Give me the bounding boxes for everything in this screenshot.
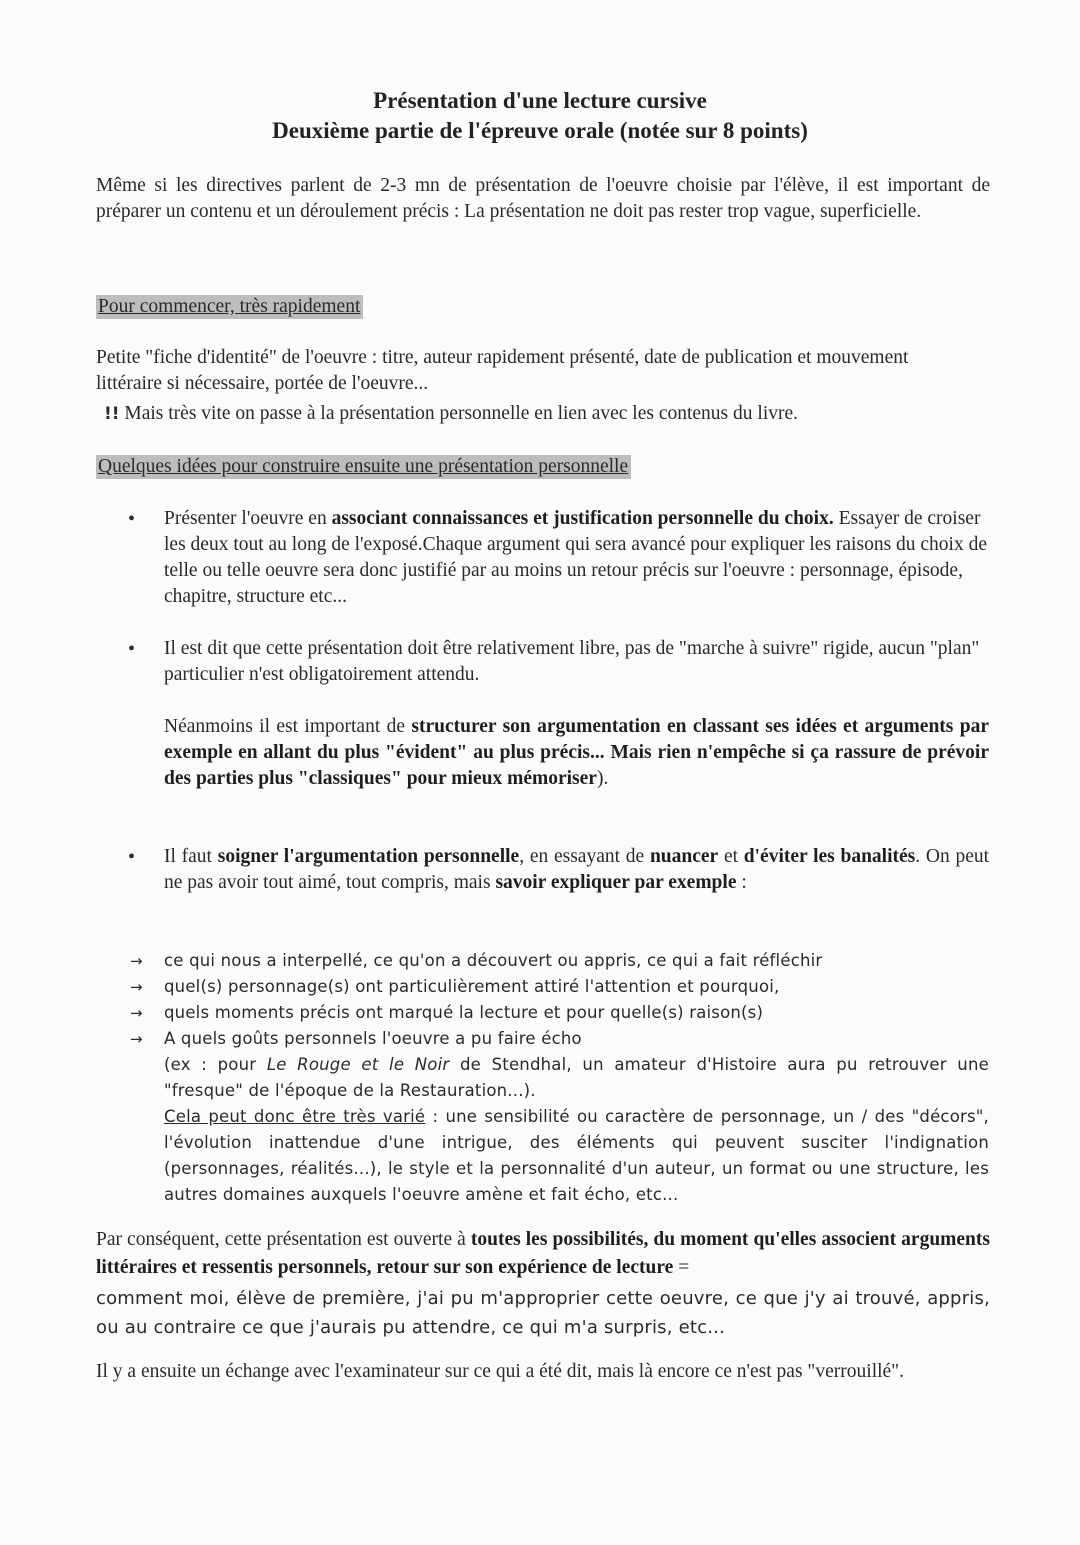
intro-paragraph: Même si les directives parlent de 2-3 mn de présentation de l'oeuvre choisie par l'élève, il est important de préparer un contenu et un déroulement précis : La présentation ne doit pas rester trop vague, superficielle. <box>96 175 990 222</box>
variety-rest: : une sensibilité ou caractère de personnage, un / des "décors", l'évolution inattendue d'une intrigue, des éléments qui peuvent susciter l'indignation (personnages, réalités...), le style et la personnalité d'un auteur, un format ou une structure, les autres domaines auxquels l'oeuvre amène et fait écho, etc... <box>164 1107 989 1204</box>
bullet1-rest: Essayer de croiser les deux tout au long de l'exposé.Chaque argument qui sera avancé pour expliquer les raisons du choix de telle ou telle oeuvre sera donc justifié par au moins un retour précis sur l'oeuvre : personnage, épisode, chapitre, structure etc... <box>164 508 988 607</box>
page-subtitle: Deuxième partie de l'épreuve orale (notée sur 8 points) <box>272 118 808 143</box>
b3-p3: et <box>718 846 744 867</box>
example-suffix: de Stendhal, un amateur d'Histoire aura pu retrouver une "fresque" de l'époque de la Restauration...). <box>164 1055 989 1100</box>
conclusion-hand: comment moi, élève de première, j'ai pu m'approprier cette oeuvre, ce que j'y ai trouvé, appris, ou au contraire ce que j'aurais pu attendre, ce qui m'a surpris, etc... <box>96 1288 990 1338</box>
final-paragraph: Il y a ensuite un échange avec l'examinateur sur ce qui a été dit, mais là encore ce n'est pas "verrouillé". <box>96 1361 905 1382</box>
b3-p1: Il faut <box>164 846 218 867</box>
variety-paragraph <box>164 1104 989 1208</box>
arrow-item: ce qui nous a interpellé, ce qu'on a découvert ou appris, ce qui a fait réfléchir <box>164 951 823 970</box>
bullet-marker: • <box>128 846 136 868</box>
example-work-title: Le Rouge et le Noir <box>266 1055 450 1074</box>
arrow-icon: → <box>130 952 143 970</box>
page-title: Présentation d'une lecture cursive <box>373 88 707 113</box>
conclusion-lead: Par conséquent, cette présentation est ouverte à <box>96 1229 471 1250</box>
conclusion-paragraph <box>96 1226 990 1282</box>
arrow-icon: → <box>130 1004 143 1022</box>
arrow-icon: → <box>130 1030 143 1048</box>
bullet-item-1 <box>164 506 989 610</box>
b3-b2: nuancer <box>649 846 719 867</box>
section-heading-start: Pour commencer, très rapidement <box>96 295 363 319</box>
b3-b3: d'éviter les banalités <box>743 846 916 867</box>
example-paragraph <box>164 1052 989 1104</box>
bullet-item-3 <box>164 844 989 896</box>
arrow-item: quels moments précis ont marqué la lecture et pour quelle(s) raison(s) <box>164 1003 764 1022</box>
bullet-marker: • <box>128 508 136 530</box>
arrow-icon: → <box>130 978 143 996</box>
bullet-item-2: Il est dit que cette présentation doit être relativement libre, pas de "marche à suivre" rigide, aucun "plan" particulier n'est obligatoirement attendu. <box>164 638 980 685</box>
identity-paragraph: Petite "fiche d'identité" de l'oeuvre : titre, auteur rapidement présenté, date de publication et mouvement littéraire si nécessaire, portée de l'oeuvre... <box>96 347 909 394</box>
structure-lead: Néanmoins il est important de <box>164 716 412 737</box>
structure-bold: structurer son argumentation en classant ses idées et arguments par exemple en allant du plus "évident" au plus précis... Mais rien n'empêche si ça rassure de prévoir des parties plus "classiques" pour mieux mémoriser <box>164 716 989 789</box>
bullet-marker: • <box>128 638 136 660</box>
b3-b1: soigner l'argumentation personnelle <box>217 846 520 867</box>
conclusion-bold: toutes les possibilités, du moment qu'elles associent arguments littéraires et ressentis personnels, retour sur son expérience de lecture <box>96 1229 990 1278</box>
b3-p4: . On peut ne pas avoir tout aimé, tout compris, mais <box>164 846 990 893</box>
b3-p5: : <box>736 872 747 893</box>
warning-text: Mais très vite on passe à la présentation personnelle en lien avec les contenus du livre. <box>124 403 799 424</box>
b3-p2: , en essayant de <box>519 846 650 867</box>
example-prefix: (ex : pour <box>164 1055 267 1074</box>
section-heading-ideas: Quelques idées pour construire ensuite une présentation personnelle <box>96 455 631 479</box>
warning-mark: !! <box>104 404 120 424</box>
arrow-item: A quels goûts personnels l'oeuvre a pu faire écho <box>164 1029 582 1048</box>
arrow-item: quel(s) personnage(s) ont particulièrement attiré l'attention et pourquoi, <box>164 977 780 996</box>
warning-paragraph <box>104 401 984 427</box>
b3-b4: savoir expliquer par exemple <box>495 872 737 893</box>
structure-end: ). <box>596 768 609 789</box>
bullet1-bold: associant connaissances et justification personnelle du choix. <box>331 508 834 529</box>
conclusion-eq: = <box>673 1257 690 1278</box>
structure-paragraph <box>164 714 989 792</box>
variety-underlined: Cela peut donc être très varié <box>164 1107 426 1126</box>
bullet1-lead: Présenter l'oeuvre en <box>164 508 332 529</box>
